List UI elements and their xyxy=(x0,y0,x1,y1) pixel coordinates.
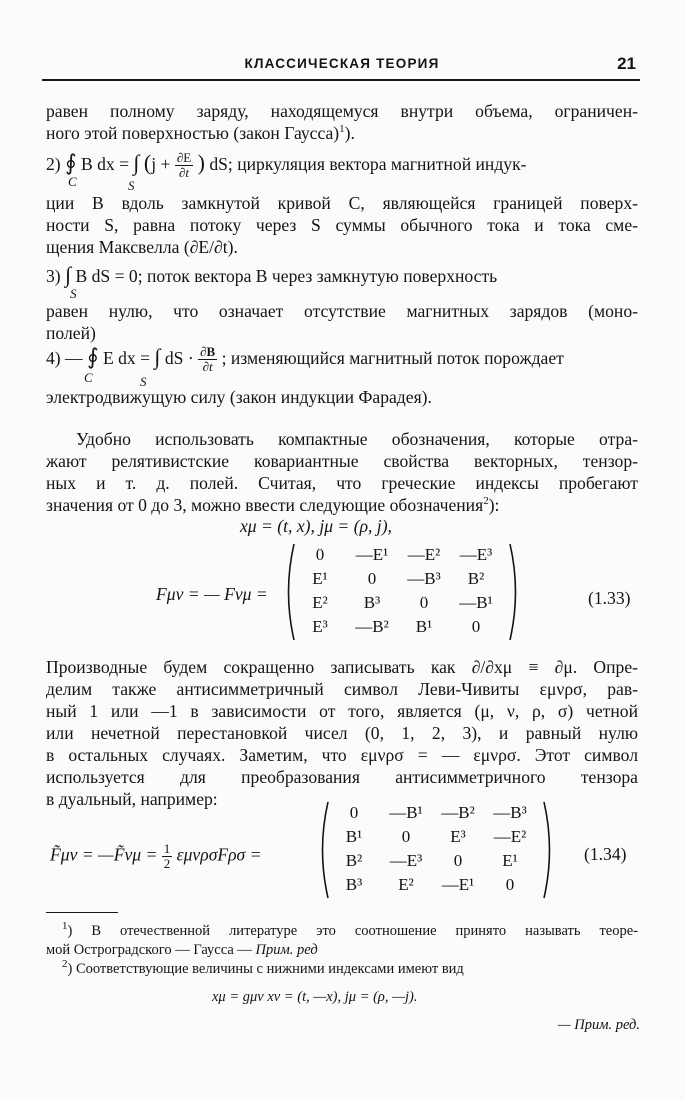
item-label: 4) — xyxy=(46,348,83,368)
text-line: ный 1 или —1 в зависимости от того, является (μ, ν, ρ, σ) четной xyxy=(46,701,638,721)
matrix-cell: E³ xyxy=(450,827,466,846)
equation-four-vectors: xμ = (t, x), jμ = (ρ, j), xyxy=(240,516,392,536)
footnote-2-signature: — Прим. ред. xyxy=(557,1017,640,1033)
matrix-cell: —E¹ xyxy=(355,545,389,564)
surface-label: S xyxy=(140,374,147,389)
matrix-cell: 0 xyxy=(401,827,411,846)
matrix-cell: E² xyxy=(312,593,328,612)
text-line: равен полному заряду, находящемуся внутри объема, ограничен- xyxy=(46,101,638,121)
contour-label: C xyxy=(84,370,93,385)
item-text: dS; циркуляция вектора магнитной индук- xyxy=(209,154,527,174)
footnote-2-equation: xμ = gμν xν = (t, —x), jμ = (ρ, —j). xyxy=(212,989,418,1005)
integral-icon: ∫ xyxy=(133,150,140,175)
eq134-lhs: F̃μν = —F̃νμ = $\frac{1}{2}$ εμνρσFρσ = xyxy=(50,841,262,871)
text-line: жают релятивистские ковариантные свойства векторных, тензор- xyxy=(46,451,638,471)
matrix-cell: —B¹ xyxy=(459,593,493,612)
item-text: B dS = 0; поток вектора B через замкнутую поверхность xyxy=(75,266,498,286)
paragraph-levi-civita xyxy=(46,656,638,810)
right-paren xyxy=(542,800,556,900)
paragraph-gauss xyxy=(46,100,638,144)
text-line: или нечетной перестановкой чисел (0, 1, 2, 3), и равный нулю xyxy=(46,723,638,743)
matrix-cell: —E² xyxy=(407,545,441,564)
text-line: полей) xyxy=(46,323,96,343)
paragraph-item-2 xyxy=(46,192,638,258)
paragraph-item-3 xyxy=(46,300,638,344)
text-line: в остальных случаях. Заметим, что εμνρσ = — εμνρσ. Этот символ xyxy=(46,745,638,765)
text-line: $^1$) В отечественной литературе это соотношение принято называть теоре- xyxy=(62,920,638,939)
matrix-cell: —E² xyxy=(493,827,527,846)
matrix-cell: —B³ xyxy=(493,803,527,822)
matrix-cell: 0 xyxy=(505,875,515,894)
matrix-1-34 xyxy=(316,800,556,900)
text-line: используется для преобразования антисимметричного тензора xyxy=(46,767,638,787)
lhs: B dx xyxy=(80,154,115,174)
matrix-cell: 0 xyxy=(453,851,463,870)
footnote-rule xyxy=(46,912,118,913)
matrix-cell: B³ xyxy=(345,875,363,894)
equation-item-2: 2) ∮ B dx = ∫ (j + $\frac{\partial E}{\partial t}$ ) dS; циркуляция вектора магнитной индук- xyxy=(46,150,527,181)
paragraph-item-4 xyxy=(46,386,638,408)
surface-label: S xyxy=(70,286,77,301)
matrix-cell: B¹ xyxy=(345,827,363,846)
footnote-2 xyxy=(46,960,638,979)
page-number: 21 xyxy=(617,54,636,73)
text-line: мой Остроградского — Гаусса — Прим. ред xyxy=(46,942,318,958)
integral-icon: ∫ xyxy=(65,262,72,287)
fraction: $\frac{\partial B}{\partial t}$ xyxy=(200,344,216,375)
matrix-cell: —E³ xyxy=(459,545,493,564)
item-label: 2) xyxy=(46,154,61,174)
paragraph-notation xyxy=(46,428,638,516)
matrix-1-33 xyxy=(282,542,522,642)
text-line: $^2$) Соответствующие величины с нижними индексами имеют вид xyxy=(62,958,464,977)
text-line: в дуальный, например: xyxy=(46,789,218,809)
text-line: равен нулю, что означает отсутствие магнитных зарядов (моно- xyxy=(46,301,638,321)
text-line: значения от 0 до 3, можно ввести следующие обозначения$^2$): xyxy=(46,495,500,515)
matrix-cell: 0 xyxy=(349,803,359,822)
left-paren xyxy=(282,542,296,642)
contour-label: C xyxy=(68,174,77,189)
fraction: $\frac{\partial E}{\partial t}$ xyxy=(176,150,192,181)
integral-icon: ∫ xyxy=(154,344,161,369)
header-rule xyxy=(42,79,640,81)
left-paren xyxy=(316,800,330,900)
eq133-lhs: Fμν = — Fνμ = xyxy=(156,584,268,604)
matrix-cell: E¹ xyxy=(502,851,518,870)
matrix-cell: B¹ xyxy=(415,617,433,636)
right-paren xyxy=(508,542,522,642)
item-text: ; изменяющийся магнитный поток порождает xyxy=(221,348,564,368)
equation-item-3 xyxy=(46,262,497,288)
matrix-cell: B² xyxy=(467,569,485,588)
running-header xyxy=(42,56,642,78)
equation-item-4 xyxy=(46,344,564,374)
matrix-cell: 0 xyxy=(471,617,481,636)
contour-integral-icon: ∮ xyxy=(87,344,99,369)
equation-number: (1.34) xyxy=(584,844,627,864)
item-label: 3) xyxy=(46,266,61,286)
text-line: ции B вдоль замкнутой кривой C, являющейся границей поверх- xyxy=(46,193,638,213)
matrix-cell: —B² xyxy=(441,803,475,822)
text-line: ного этой поверхностью (закон Гаусса)$^1$). xyxy=(46,123,355,143)
contour-integral-icon: ∮ xyxy=(65,150,77,175)
matrix-cell: —E¹ xyxy=(441,875,475,894)
header-title: КЛАССИЧЕСКАЯ ТЕОРИЯ xyxy=(244,56,440,71)
footnote-1 xyxy=(46,922,638,960)
text-line: Производные будем сокращенно записывать как ∂/∂xμ ≡ ∂μ. Опре- xyxy=(46,657,638,677)
text-line: ности S, равна потоку через S суммы обычного тока и тока сме- xyxy=(46,215,638,235)
fraction: $\frac{1}{2}$ xyxy=(163,841,171,871)
matrix-cell: —E³ xyxy=(389,851,423,870)
matrix-cell: E¹ xyxy=(312,569,328,588)
text-line: ных и т. д. полей. Считая, что греческие индексы пробегают xyxy=(46,473,638,493)
text-line: делим также антисимметричный символ Леви-Чивиты εμνρσ, рав- xyxy=(46,679,638,699)
rhs: dS · xyxy=(164,348,194,368)
equation-number: (1.33) xyxy=(588,588,631,608)
text-line: Удобно использовать компактные обозначения, которые отра- xyxy=(76,429,638,449)
matrix-cell: —B³ xyxy=(407,569,441,588)
text-line: электродвижущую силу (закон индукции Фарадея). xyxy=(46,387,432,407)
matrix-cell: —B² xyxy=(355,617,389,636)
matrix-cell: E² xyxy=(398,875,414,894)
matrix-cell: 0 xyxy=(419,593,429,612)
lhs: E dx = xyxy=(102,348,150,368)
text-line: щения Максвелла (∂E/∂t). xyxy=(46,237,238,257)
matrix-cell: 0 xyxy=(315,545,325,564)
matrix-cell: E³ xyxy=(312,617,328,636)
matrix-cell: B² xyxy=(345,851,363,870)
matrix-cell: B³ xyxy=(363,593,381,612)
surface-label: S xyxy=(128,178,135,193)
matrix-cell: 0 xyxy=(367,569,377,588)
matrix-cell: —B¹ xyxy=(389,803,423,822)
